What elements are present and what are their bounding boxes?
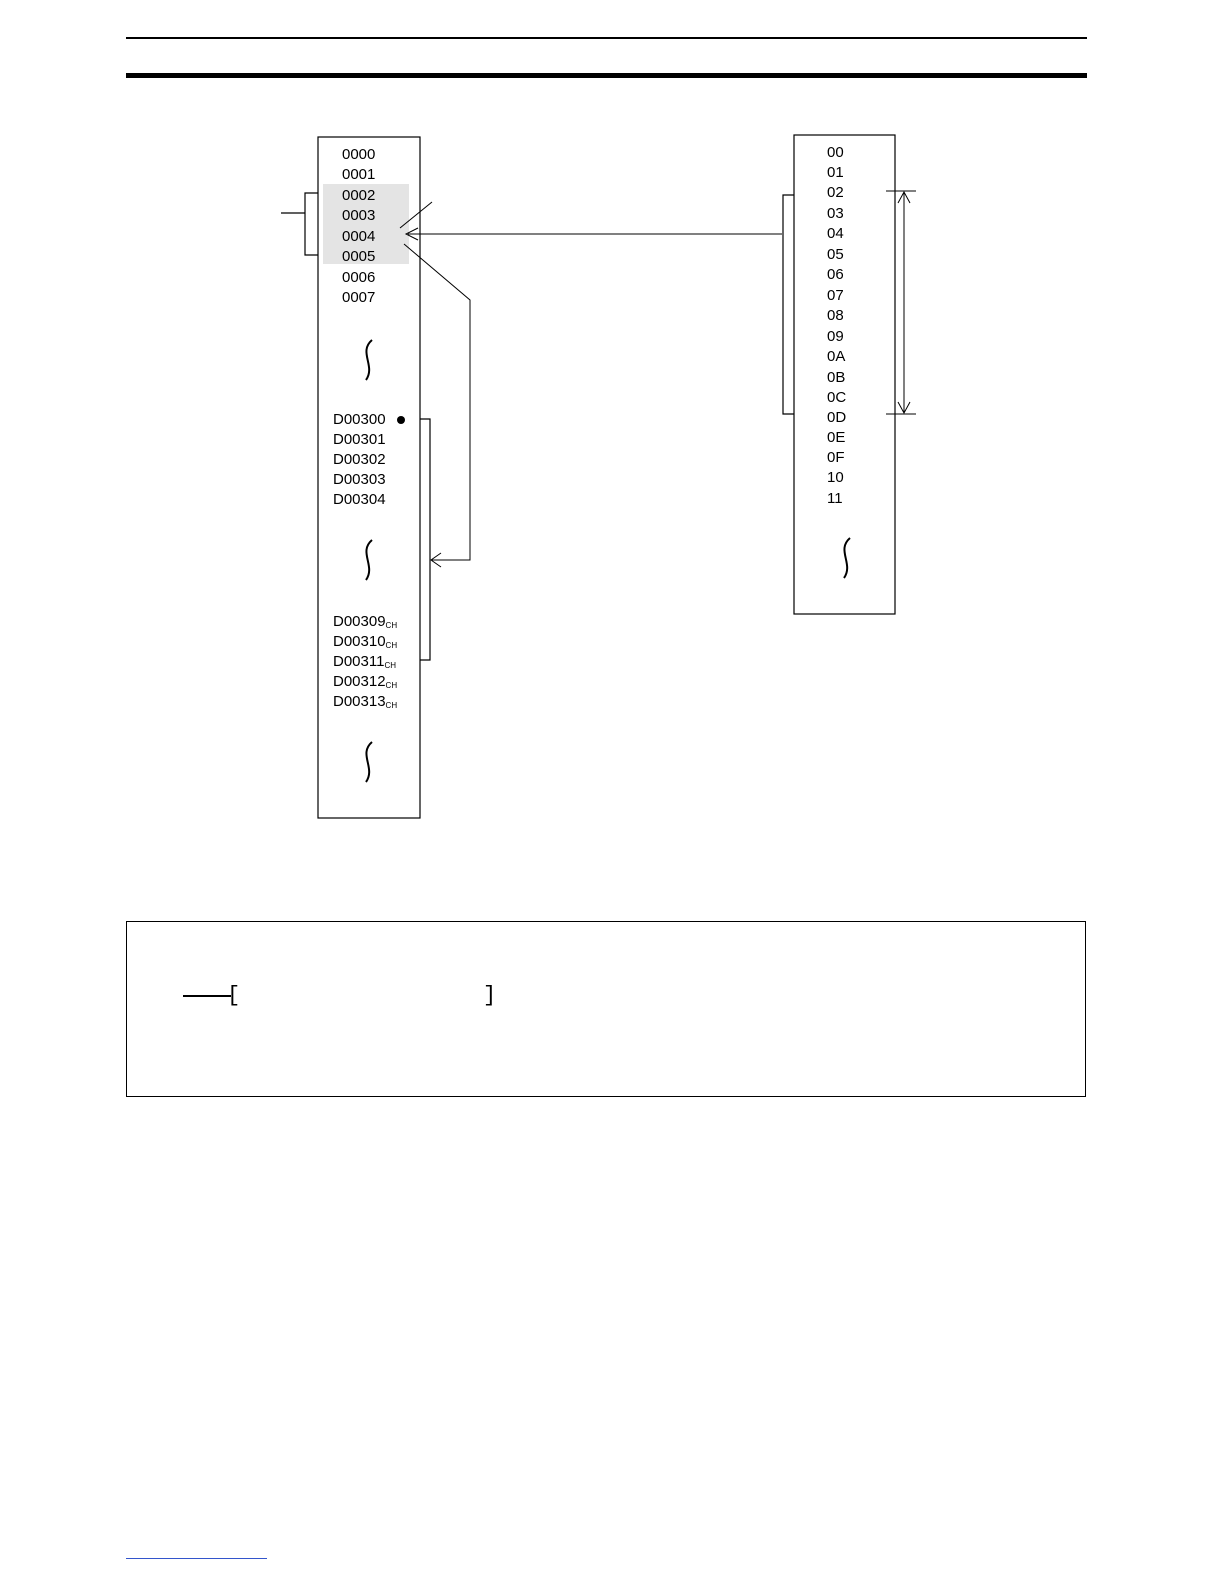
dm-word: D00310 — [333, 633, 386, 650]
instruction-bracket-open: [ — [227, 983, 241, 1008]
dm-word: D00313 — [333, 693, 386, 710]
dm-word: D00304 — [333, 491, 386, 508]
left-address: 0006 — [342, 269, 376, 286]
right-address: 0C — [827, 389, 847, 406]
ladder-program-box — [126, 921, 1086, 1097]
left-address: 0002 — [342, 187, 376, 204]
svg-text:D00309CH — [333, 613, 397, 630]
left-address: 0005 — [342, 248, 376, 265]
dm-word: D00302 — [333, 451, 386, 468]
omission-mark-icon — [366, 742, 372, 782]
footer-underline — [126, 1558, 267, 1559]
left-address: 0007 — [342, 289, 376, 306]
left-range-bracket — [305, 193, 318, 255]
right-address: 08 — [827, 307, 844, 324]
right-address: 00 — [827, 144, 844, 161]
ch-suffix: CH — [384, 661, 396, 670]
right-address: 07 — [827, 287, 844, 304]
dm-range-bracket — [420, 419, 430, 660]
svg-text:D00311CH — [333, 653, 396, 670]
svg-text:D00313CH — [333, 693, 397, 710]
right-address: 01 — [827, 164, 844, 181]
dm-word: D00303 — [333, 471, 386, 488]
right-address: 04 — [827, 225, 844, 242]
dm-word: D00312 — [333, 673, 386, 690]
svg-text:D00310CH — [333, 633, 397, 650]
right-address: 10 — [827, 469, 844, 486]
dm-word-list-b — [333, 613, 397, 710]
omission-mark-icon — [366, 540, 372, 580]
dm-word: D00311 — [333, 653, 385, 670]
start-word-dot-icon — [397, 416, 405, 424]
right-address: 0E — [827, 429, 846, 446]
left-address: 0001 — [342, 166, 376, 183]
ch-suffix: CH — [385, 681, 398, 690]
right-address: 0F — [827, 449, 845, 466]
right-address: 02 — [827, 184, 844, 201]
ch-suffix: CH — [385, 621, 398, 630]
ladder-rung-line — [183, 995, 231, 997]
dm-word: D00309 — [333, 613, 386, 630]
right-address: 0A — [827, 348, 846, 365]
dm-word: D00300 — [333, 411, 386, 428]
dm-word: D00301 — [333, 431, 386, 448]
omission-mark-icon — [366, 340, 372, 380]
dm-word-list-a — [333, 411, 386, 508]
left-address: 0004 — [342, 228, 376, 245]
right-address: 06 — [827, 266, 844, 283]
right-address: 11 — [827, 490, 843, 507]
transfer-path — [404, 244, 470, 560]
right-range-bracket — [783, 195, 794, 414]
svg-text:D00312CH — [333, 673, 397, 690]
right-address: 03 — [827, 205, 844, 222]
ch-suffix: CH — [385, 701, 398, 710]
left-address: 0000 — [342, 146, 376, 163]
ch-suffix: CH — [385, 641, 398, 650]
right-address: 09 — [827, 328, 844, 345]
right-address-list — [827, 144, 846, 507]
right-address: 0B — [827, 369, 846, 386]
right-address: 0D — [827, 409, 847, 426]
instruction-bracket-close: ] — [483, 983, 497, 1008]
left-address: 0003 — [342, 207, 376, 224]
right-address: 05 — [827, 246, 844, 263]
omission-mark-icon — [844, 538, 850, 578]
